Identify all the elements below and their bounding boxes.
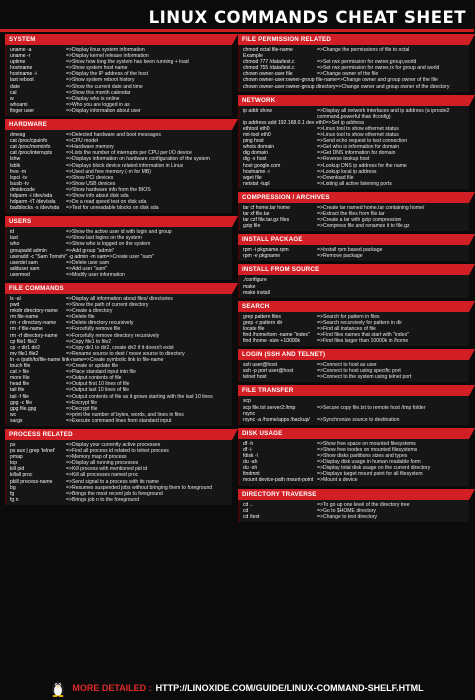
command-text: groupadd admin bbox=[10, 247, 47, 254]
command-description: =>Mount a device bbox=[317, 477, 358, 484]
section-body bbox=[238, 275, 469, 297]
section-heading: COMPRESSION / ARCHIVES bbox=[238, 192, 469, 203]
tux-penguin-icon bbox=[50, 679, 66, 697]
command-description: =>Find all instances of file bbox=[317, 325, 376, 332]
command-text: hdparm -tT /dev/sda bbox=[10, 199, 56, 206]
command-description: =>Display your currently active processes bbox=[66, 441, 161, 448]
section-body bbox=[238, 203, 469, 231]
command-text: badblocks -s /dev/sda bbox=[10, 205, 60, 212]
command-description: =>Search for pattern in files bbox=[317, 313, 380, 320]
command-text: tail -f file bbox=[10, 393, 29, 400]
section-body bbox=[238, 500, 469, 522]
section-heading: PROCESS RELATED bbox=[5, 429, 232, 440]
section-heading: FILE COMMANDS bbox=[5, 283, 232, 294]
command-description: =>Connect to host using specific port bbox=[317, 368, 401, 375]
command-text: id bbox=[10, 229, 14, 236]
command-description: =>Copy file1 to file2 bbox=[66, 338, 112, 345]
command-text: who bbox=[10, 241, 20, 248]
command-description: =>Display disk usage in human readable form bbox=[317, 459, 421, 466]
command-text: chown owner-user:owner-group file-name bbox=[243, 77, 337, 84]
command-description: =>Create tar named home.tar containing home/ bbox=[317, 204, 425, 211]
command-description: =>Do a read speed test on disk sda bbox=[66, 199, 147, 206]
command-text: tar czf file.tar.gz files bbox=[243, 217, 290, 224]
command-text: mii-tool eth0 bbox=[243, 132, 271, 139]
command-description: =>Lookup DNS ip address for the name bbox=[317, 162, 407, 169]
command-description: =>Change to test directory bbox=[317, 513, 378, 520]
command-description: =>Create a tar with gzip compression bbox=[317, 217, 402, 224]
command-text: uname -r bbox=[10, 53, 31, 60]
command-description: =>Show the path of current directory bbox=[66, 302, 149, 309]
section-heading: INSTALL FROM SOURCE bbox=[238, 264, 469, 275]
command-text: hostname -i bbox=[10, 71, 37, 78]
command-description: =>Test for unreadable blocks on disk sda bbox=[66, 205, 159, 212]
command-text: telnet host bbox=[243, 374, 267, 381]
section-body bbox=[5, 227, 232, 280]
command-row bbox=[243, 253, 467, 259]
command-text: host google.com bbox=[243, 162, 281, 169]
command-description: =>Displays information on hardware configuration of the system bbox=[66, 156, 210, 163]
section-network bbox=[238, 95, 469, 189]
command-text: mv file1 file2 bbox=[10, 350, 39, 357]
command-row bbox=[243, 108, 467, 120]
command-text: rm -rf directory-name bbox=[10, 332, 58, 339]
command-text: ip addr show bbox=[243, 107, 272, 114]
command-description: =>Show USB devices bbox=[66, 180, 116, 187]
command-text: scp bbox=[243, 398, 251, 405]
command-description: =>Decrypt file bbox=[66, 405, 98, 412]
command-text: ln -s /path/to/file-name link-name bbox=[10, 356, 84, 363]
command-text: locate file bbox=[243, 325, 265, 332]
command-description: =>Brings the most recent job to foreground bbox=[66, 490, 163, 497]
command-row bbox=[243, 84, 467, 90]
command-description: =>Set rwx permission for owner,group,world bbox=[317, 59, 417, 66]
command-text: hdparm -i /dev/sda bbox=[10, 192, 53, 199]
command-text: mkdir directory-name bbox=[10, 308, 58, 315]
command-description: =>Forcefully remove file bbox=[66, 326, 121, 333]
command-description: =>Set rwx permission for owner,rx for group and world bbox=[317, 65, 440, 72]
command-description: =>Create a directory bbox=[66, 308, 113, 315]
command-text: wget file bbox=[243, 174, 262, 181]
command-description: =>Displays target mount point for all filesystem bbox=[317, 471, 423, 478]
footer-url-link[interactable]: HTTP://LINOXIDE.COM/GUIDE/LINUX-COMMAND-SHELF.HTML bbox=[155, 683, 424, 693]
command-description: =>Extract the files from file.tar bbox=[317, 210, 385, 217]
command-text: rm -r directory-name bbox=[10, 320, 57, 327]
command-row bbox=[10, 108, 230, 114]
command-description: =>Display total disk usage on the current directory bbox=[317, 465, 431, 472]
command-description: =>Reverse lookup host bbox=[317, 156, 370, 163]
command-row bbox=[10, 418, 230, 424]
command-description: =>Show the active user id with login and group bbox=[66, 229, 172, 236]
command-text: chmod octal file-name bbox=[243, 47, 293, 53]
command-description: =>Display all running processes bbox=[66, 460, 139, 467]
command-text: last reboot bbox=[10, 77, 34, 84]
command-description: =>Download file bbox=[317, 174, 354, 181]
command-description: =>Delete user sam bbox=[66, 259, 110, 266]
command-description: =>Change owner of the file bbox=[317, 71, 379, 78]
command-description: =>Output contents of file bbox=[66, 375, 122, 382]
page-title: LINUX COMMANDS CHEAT SHEET bbox=[148, 8, 466, 27]
command-text: hostname bbox=[10, 65, 33, 72]
command-description: =>Install rpm based package bbox=[317, 247, 383, 254]
command-description: =>Go to $HOME directory bbox=[317, 507, 376, 514]
command-text: rm -f file-name bbox=[10, 326, 43, 333]
command-text: killall proc bbox=[10, 472, 33, 479]
command-text: gzip file bbox=[243, 223, 261, 230]
command-description: =>Send echo request to test connection bbox=[317, 138, 408, 145]
command-description: =>Kill process with mentioned pid id bbox=[66, 466, 148, 473]
section-body bbox=[5, 130, 232, 213]
command-description: =>Place standard input into file bbox=[66, 369, 136, 376]
command-description: =>Output contents of file as it grows starting with the last 10 lines bbox=[66, 393, 213, 400]
command-text: Example bbox=[243, 53, 263, 60]
command-row bbox=[243, 477, 467, 483]
command-text: xargs bbox=[10, 417, 23, 424]
command-text: find /home -size +10000k bbox=[243, 338, 301, 345]
command-text: whois domain bbox=[243, 144, 275, 151]
command-description: =>Show PCI devices bbox=[66, 174, 114, 181]
footer bbox=[0, 676, 474, 700]
command-text: cat /proc/cpuinfo bbox=[10, 138, 48, 145]
command-row bbox=[10, 497, 230, 503]
command-text: cat > file bbox=[10, 369, 30, 376]
command-text: scp file.txt server2:/tmp bbox=[243, 404, 296, 411]
command-text: lshw bbox=[10, 156, 21, 163]
section-heading: DISK USAGE bbox=[238, 428, 469, 439]
command-description: =>Show free inodes on mounted filesystems bbox=[317, 446, 418, 453]
command-text: w bbox=[10, 95, 14, 102]
command-description: =>Output last 10 lines of file bbox=[66, 387, 130, 394]
command-description: =>Show the current date and time bbox=[66, 83, 143, 90]
command-row bbox=[243, 338, 467, 344]
section-directory-traverse bbox=[238, 489, 469, 522]
command-text: grep pattern files bbox=[243, 313, 281, 320]
command-description: =>Create user "sam" bbox=[106, 253, 154, 260]
command-text: fdisk -l bbox=[243, 453, 258, 460]
command-description: =>Show how long the system has been running + load bbox=[66, 59, 189, 66]
command-row bbox=[243, 514, 467, 520]
section-body bbox=[5, 294, 232, 426]
command-text: pwd bbox=[10, 302, 20, 309]
command-text: cd /test bbox=[243, 513, 260, 520]
section-install-from-source bbox=[238, 264, 469, 297]
command-text: ping host bbox=[243, 138, 264, 145]
command-description: =>Rename source to dest / move source to directory bbox=[66, 350, 185, 357]
command-text: fg n bbox=[10, 496, 19, 503]
command-text: wc bbox=[10, 411, 17, 418]
section-search bbox=[238, 301, 469, 346]
section-login-ssh-and-telnet bbox=[238, 349, 469, 382]
command-text: rpm -e pkgname bbox=[243, 253, 281, 260]
section-body bbox=[238, 106, 469, 189]
command-text: touch file bbox=[10, 363, 31, 370]
command-text: grep -r pattern dir bbox=[243, 319, 283, 326]
command-text: fg bbox=[10, 490, 15, 497]
command-text: bg bbox=[10, 484, 16, 491]
command-text: lsusb -tv bbox=[10, 180, 29, 187]
section-heading: SEARCH bbox=[238, 301, 469, 312]
command-description: =>Output first 10 lines of file bbox=[66, 381, 130, 388]
command-description: =>Display who is online bbox=[66, 95, 120, 102]
command-text: adduser sam bbox=[10, 265, 40, 272]
command-text: useradd -c "Sam Tomshi" -g admin -m sam bbox=[10, 253, 107, 260]
section-heading: FILE PERMISSION RELATED bbox=[238, 34, 469, 45]
command-description: =>Search recursively for pattern in dir bbox=[317, 319, 402, 326]
footer-more-label: MORE DETAILED : bbox=[72, 683, 152, 693]
command-text: last bbox=[10, 235, 18, 242]
command-description: =>Execute command lines from standard input bbox=[66, 417, 172, 424]
section-body bbox=[238, 360, 469, 382]
section-users bbox=[5, 216, 232, 280]
left-column bbox=[5, 34, 232, 508]
command-description: =>Change the permissions of file to octal bbox=[317, 47, 410, 53]
command-description: =>Show this month calendar bbox=[66, 89, 131, 96]
command-description: =>Lists the number of interrupts per CPU per I/O device bbox=[66, 150, 192, 157]
command-description: =>Show system reboot history bbox=[66, 77, 135, 84]
command-text: lspci -tv bbox=[10, 174, 28, 181]
command-description: =>Resumes suspended jobs without bringing them to foreground bbox=[66, 484, 213, 491]
command-description: =>Add group "admin" bbox=[66, 247, 115, 254]
command-description: =>Detected hardware and boot messages bbox=[66, 132, 161, 139]
command-text: ls -al bbox=[10, 296, 21, 302]
command-description: =>Get DNS information for domain bbox=[317, 150, 396, 157]
section-heading: USERS bbox=[5, 216, 232, 227]
command-text: userdel sam bbox=[10, 259, 38, 266]
command-description: =>Show disks partitions sizes and types bbox=[317, 453, 408, 460]
command-row bbox=[243, 417, 467, 423]
command-description: =>Memory map of process bbox=[66, 454, 127, 461]
title-underline bbox=[0, 29, 474, 32]
command-text: uname -a bbox=[10, 47, 32, 53]
command-description: =>Forcefully remove directory recursively bbox=[66, 332, 160, 339]
command-text: dmidecode bbox=[10, 186, 35, 193]
command-row bbox=[243, 374, 467, 380]
command-description: =>Show who is logged on the system bbox=[66, 241, 151, 248]
command-description: =>Show free space on mounted filesystems bbox=[317, 440, 416, 447]
section-body bbox=[238, 312, 469, 346]
command-description: =>Hardware memory bbox=[66, 144, 114, 151]
command-description: =>Kill all processes named proc bbox=[66, 472, 139, 479]
command-text: pmap bbox=[10, 454, 23, 461]
command-description: =>Used and free memory (-m for MB) bbox=[66, 168, 151, 175]
command-text: ps aux | grep 'telnet' bbox=[10, 448, 56, 455]
section-system bbox=[5, 34, 232, 116]
section-heading: LOGIN (SSH AND TELNET) bbox=[238, 349, 469, 360]
command-text: free -m bbox=[10, 168, 27, 175]
command-description: =>Send signal to a process with its name bbox=[66, 478, 159, 485]
command-text: date bbox=[10, 83, 20, 90]
section-heading: DIRECTORY TRAVERSE bbox=[238, 489, 469, 500]
command-text: dig domain bbox=[243, 150, 268, 157]
command-text: more file bbox=[10, 375, 30, 382]
command-text: ethtool eth0 bbox=[243, 125, 270, 132]
command-text: rsync bbox=[243, 410, 256, 417]
command-text: pkill process-name bbox=[10, 478, 53, 485]
section-hardware bbox=[5, 119, 232, 213]
command-text: ssh -p port user@host bbox=[243, 368, 294, 375]
command-description: =>Brings job n to the foreground bbox=[66, 496, 140, 503]
command-description: =>Connect to host as user bbox=[317, 362, 377, 369]
command-description: =>To go up one level of the directory tree bbox=[317, 501, 410, 508]
section-body bbox=[238, 439, 469, 486]
command-text: cd bbox=[243, 507, 249, 514]
command-line: make bbox=[243, 283, 256, 290]
command-text: tar cf home.tar home bbox=[243, 204, 290, 211]
command-text: rpm -i pkgname.rpm bbox=[243, 247, 289, 254]
command-description: =>CPU model bbox=[66, 138, 98, 145]
command-text: cp file1 file2 bbox=[10, 338, 37, 345]
command-text: rsync -a /home/apps /backup/ bbox=[243, 416, 310, 423]
command-description: =>Find all process id related to telnet process bbox=[66, 448, 169, 455]
command-description: =>print the number of bytes, words, and lines in files bbox=[66, 411, 184, 418]
command-text: cat /proc/interrupts bbox=[10, 150, 53, 157]
command-description: =>Display information about user bbox=[66, 107, 141, 114]
command-description: =>Who you are logged in as bbox=[66, 101, 130, 108]
command-text: head file bbox=[10, 381, 30, 388]
section-heading: NETWORK bbox=[238, 95, 469, 106]
command-description: =>Remove package bbox=[317, 253, 363, 260]
command-description: =>Linux tool to show ethernet status bbox=[317, 125, 399, 132]
command-text: ip address add 192.168.0.1 dev eth0 bbox=[243, 119, 326, 126]
command-text: cp -r dir1 dir2 bbox=[10, 344, 41, 351]
command-description: =>Display the IP address of the host bbox=[66, 71, 149, 78]
command-description: =>Copy dir1 to dir2, create dir2 if it doesn't exist bbox=[66, 344, 174, 351]
command-description: =>Create or update file bbox=[66, 363, 119, 370]
command-text: chown owner-user file bbox=[243, 71, 293, 78]
section-process-related bbox=[5, 429, 232, 505]
command-text: finger user bbox=[10, 107, 35, 114]
command-row bbox=[10, 205, 230, 211]
command-text: dmesg bbox=[10, 132, 26, 139]
command-text: find /home/tom -name "index" bbox=[243, 332, 310, 338]
command-description: =>Display all network interfaces and ip address (a iproute2 command,powerful than ifconfig) bbox=[317, 107, 450, 120]
section-body bbox=[238, 396, 469, 424]
command-text: du -ah bbox=[243, 459, 258, 466]
command-description: =>Add user "sam" bbox=[66, 265, 107, 272]
command-text: netstat -tupl bbox=[243, 180, 270, 187]
command-description: =>Show system host name bbox=[66, 65, 128, 72]
section-heading: INSTALL PACKAGE bbox=[238, 234, 469, 245]
command-description: =>Encrypt file bbox=[66, 399, 98, 406]
command-text: df -i bbox=[243, 446, 252, 453]
command-description: =>Change owner and group owner of the file bbox=[337, 77, 438, 84]
command-description: =>Displays block device related information in Linux bbox=[66, 162, 184, 169]
command-row bbox=[10, 272, 230, 278]
command-description: =>Find files larger than 10000k in /home bbox=[317, 338, 409, 345]
command-description: =>Change owner and group owner of the directory bbox=[335, 83, 450, 90]
command-description: =>Display linux system information bbox=[66, 47, 145, 53]
section-install-package bbox=[238, 234, 469, 261]
section-body bbox=[238, 245, 469, 261]
command-description: =>Delete directory recursively bbox=[66, 320, 134, 327]
command-text: kill pid bbox=[10, 466, 25, 473]
command-description: =>Modify user information bbox=[66, 271, 125, 278]
section-body bbox=[5, 45, 232, 116]
command-text: ps bbox=[10, 441, 16, 448]
command-line: ./configure bbox=[243, 277, 267, 284]
command-text: usermod bbox=[10, 271, 30, 278]
command-text: cd .. bbox=[243, 501, 253, 508]
section-file-transfer bbox=[238, 385, 469, 424]
command-text: mount device-path mount-point bbox=[243, 477, 314, 484]
section-disk-usage bbox=[238, 428, 469, 486]
command-text: ssh user@host bbox=[243, 362, 278, 369]
command-description: =>Secure copy file.txt to remote host /tmp folder bbox=[317, 404, 426, 411]
command-text: tail file bbox=[10, 387, 25, 394]
command-description: =>Set ip address bbox=[325, 119, 365, 126]
command-description: =>Show hardware info from the BIOS bbox=[66, 186, 151, 193]
command-text: dig -x host bbox=[243, 156, 267, 163]
command-row bbox=[243, 181, 467, 187]
command-text: whoami bbox=[10, 101, 28, 108]
command-description: =>Delete file bbox=[66, 314, 95, 321]
command-description: =>Create symbolic link to file-name bbox=[83, 356, 164, 363]
command-description: =>Show last logins on the system bbox=[66, 235, 142, 242]
command-row bbox=[243, 223, 467, 229]
command-description: =>Find files names that start with "index" bbox=[317, 332, 409, 338]
command-description: =>Display all information about files/ directories bbox=[66, 296, 173, 302]
command-description: =>Connect to the system using telnet port bbox=[317, 374, 412, 381]
command-text: chmod 755 /data/test.c bbox=[243, 65, 295, 72]
command-text: gpg -c file bbox=[10, 399, 33, 406]
section-compression-archives bbox=[238, 192, 469, 231]
section-heading: FILE TRANSFER bbox=[238, 385, 469, 396]
command-text: chmod 777 /data/test.c bbox=[243, 59, 295, 66]
command-description: =>Listing all active listening ports bbox=[317, 180, 392, 187]
command-text: df -h bbox=[243, 440, 254, 447]
command-description: =>Display kernel release information bbox=[66, 53, 149, 60]
section-file-permission-related bbox=[238, 34, 469, 92]
command-text: tar xf file.tar bbox=[243, 210, 270, 217]
command-text: top bbox=[10, 460, 18, 467]
command-line: make install bbox=[243, 289, 270, 296]
command-text: lsblk bbox=[10, 162, 21, 169]
command-description: =>Compress file and renames it to file.gz bbox=[317, 223, 410, 230]
command-text: hostname -i bbox=[243, 168, 270, 175]
command-description: =>Show info about disk sda bbox=[66, 192, 129, 199]
command-description: =>Get who is information for domain bbox=[317, 144, 400, 151]
section-body bbox=[238, 45, 469, 92]
command-text: gpg file.gpg bbox=[10, 405, 37, 412]
command-text: cal bbox=[10, 89, 17, 96]
section-heading: HARDWARE bbox=[5, 119, 232, 130]
command-text: uptime bbox=[10, 59, 26, 66]
command-text: du -sh bbox=[243, 465, 258, 472]
command-text: cat /proc/meminfo bbox=[10, 144, 51, 151]
right-column bbox=[238, 34, 469, 525]
command-description: =>Lookup local ip address bbox=[317, 168, 377, 175]
command-description: =>Synchronize source to destination bbox=[317, 416, 400, 423]
section-file-commands bbox=[5, 283, 232, 426]
command-text: rm file-name bbox=[10, 314, 39, 321]
section-heading: SYSTEM bbox=[5, 34, 232, 45]
command-text: findmnt bbox=[243, 471, 260, 478]
section-body bbox=[5, 440, 232, 505]
command-description: =>Linux tool to show ethernet status bbox=[317, 132, 399, 139]
command-text: chown owner-user:owner-group directory bbox=[243, 83, 336, 90]
